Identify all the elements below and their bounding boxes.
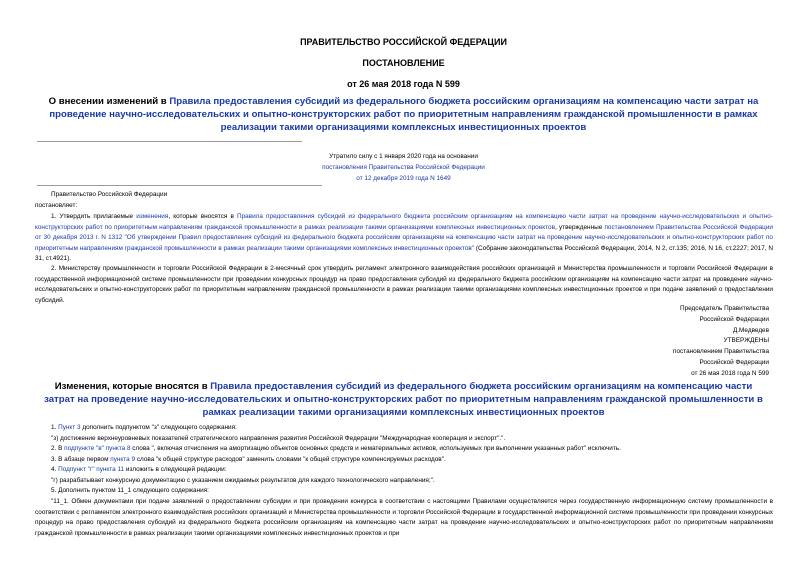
signer-country: Российской Федерации bbox=[699, 315, 769, 323]
point-8-link[interactable]: подпункте "в" пункта 8 bbox=[64, 445, 131, 452]
approved-date: от 26 мая 2018 года N 599 bbox=[691, 369, 769, 377]
rules-link[interactable]: Правила предоставления субсидий из федерального бюджета российским организациям на компенсацию части затрат на проведение научно-исследовательских и опытно-конструкторских работ по приоритетным направлениям гражданской промышленности в рамках реализации такими организациями комплексных инвестиционных проектов bbox=[49, 96, 759, 133]
lost-force-decree-link[interactable]: постановления Правительства Российской Федерации bbox=[322, 164, 485, 171]
changes-title-prefix: Изменения, которые вносятся в bbox=[54, 381, 211, 392]
decree-1312-link[interactable]: постановлением Правительства Российской Федерации от 30 декабря 2013 г. N 1312 "Об утверждении Правил предоставления субсидий из федерального бюджета российским организациям на компенсацию части затрат на проведение научно-исследовательских и опытно-конструкторских работ по приоритетным направлениям гражданской промышленности в рамках реализации такими организациями комплексных инвестиционных проектов" bbox=[35, 223, 773, 252]
change-4-text: изложить в следующей редакции: bbox=[124, 466, 227, 473]
item-1 bbox=[35, 212, 773, 265]
government-name: ПРАВИТЕЛЬСТВО РОССИЙСКОЙ ФЕДЕРАЦИИ bbox=[300, 37, 507, 47]
change-1-text: 1. bbox=[51, 424, 59, 431]
change-1-quote: "з) достижение верхнеуровневых показателей стратегического направления развития Российской Федерации "Международная кооперация и экспорт".". bbox=[51, 435, 506, 442]
signer-name: Д.Медведев bbox=[732, 326, 769, 334]
rules-link-3[interactable]: Правила предоставления субсидий из федерального бюджета российским организациям на компенсацию части затрат на проведение научно-исследовательских и опытно-конструкторских работ по приоритетным направлениям гражданской промышленности в рамках реализации такими организациями комплексных инвестиционных проектов bbox=[44, 381, 763, 418]
rules-link-2[interactable]: Правила предоставления субсидий из федерального бюджета российским организациям на компенсацию части затрат на проведение научно-исследовательских и опытно-конструкторских работ по приоритетным направлениям гражданской промышленности в рамках реализации такими организациями комплексных инвестиционных проектов bbox=[35, 213, 773, 231]
item-1-text: , которые вносятся в bbox=[168, 213, 237, 220]
change-1-text: дополнить подпунктом "з" следующего содержания: bbox=[80, 424, 237, 431]
document-type: ПОСТАНОВЛЕНИЕ bbox=[362, 58, 445, 68]
divider bbox=[37, 185, 322, 186]
change-5-quote: "11_1. Обмен документами при подаче заявлений о предоставлении субсидии и при проведении конкурса в соответствии с настоящими Правилами осуществляется через государственную информационную систему промышленности в соответствии с регламентом электронного взаимодействия российских организаций и Министерства промышленности и торговли Российской Федерации в государственной информационной системе промышленности при проведении конкурсных процедур на право предоставления субсидий из федерального бюджета российским организациям на компенсацию части затрат на проведение научно-исследовательских и опытно-конструкторских работ по приоритетным направлениям гражданской промышленности в рамках реализации такими организациями комплексных инвестиционных проектов и при bbox=[35, 498, 773, 537]
change-2-text: слова ", включая отчисления на амортизацию объектов основных средств и нематериальных активов, используемых при выполнении указанных работ" исключить. bbox=[130, 445, 621, 452]
item-1-text: , утвержденные bbox=[554, 223, 605, 231]
page-title bbox=[30, 95, 777, 134]
item-1-text: (Собрание законодательства Российской Федерации, 2014, N 2, ст.135; 2016, N 16, ст.2227; 2017, N 31, ст.4921). bbox=[35, 244, 773, 262]
point-11-link[interactable]: Подпункт "г" пункта 11 bbox=[58, 466, 125, 473]
change-4-text: 4. bbox=[51, 466, 59, 473]
signer-position: Председатель Правительства bbox=[680, 305, 769, 312]
item-1-text: 1. Утвердить прилагаемые bbox=[51, 213, 137, 220]
change-3-text: слова "к общей структуре расходов" заменить словами "к общей структуре компенсируемых расходов". bbox=[135, 456, 446, 463]
changes-title bbox=[40, 380, 767, 419]
title-prefix: О внесении изменений в bbox=[48, 96, 170, 107]
approved-by: постановлением Правительства bbox=[673, 348, 769, 356]
point-9-link[interactable]: пункта 9 bbox=[110, 456, 136, 463]
preamble-government: Правительство Российской Федерации bbox=[51, 191, 168, 198]
change-3 bbox=[51, 455, 773, 466]
change-1 bbox=[51, 423, 773, 434]
change-3-text: 3. В абзаце первом bbox=[51, 456, 111, 463]
change-4 bbox=[51, 465, 773, 476]
lost-force-note bbox=[230, 151, 577, 184]
changes-link[interactable]: изменения bbox=[136, 213, 169, 220]
item-2: 2. Министерству промышленности и торговли Российской Федерации в 2-месячный срок утвердить регламент электронного взаимодействия российских организаций и Министерства промышленности и торговли Российской Федерации в государственной информационной системе промышленности при проведении конкурсных процедур на право предоставления субсидий из федерального бюджета российским организациям на компенсацию части затрат на проведение научно-исследовательских и опытно-конструкторских работ по приоритетным направлениям гражданской промышленности в рамках реализации такими организациями комплексных инвестиционных проектов и при подаче заявлений о предоставлении субсидий. bbox=[35, 265, 773, 304]
lost-force-date-link[interactable]: от 12 декабря 2019 года N 1649 bbox=[356, 175, 451, 182]
change-5: 5. Дополнить пунктом 11_1 следующего содержания: bbox=[51, 487, 209, 494]
signature-block bbox=[569, 304, 769, 380]
lost-force-line1: Утратило силу с 1 января 2020 года на основании bbox=[329, 153, 478, 160]
change-2 bbox=[51, 444, 773, 455]
point-3-link[interactable]: Пункт 3 bbox=[58, 424, 81, 431]
approved-label: УТВЕРЖДЕНЫ bbox=[723, 337, 769, 345]
divider bbox=[37, 141, 302, 142]
approved-country: Российской Федерации bbox=[699, 358, 769, 366]
document-date: от 26 мая 2018 года N 599 bbox=[347, 79, 460, 89]
change-2-text: 2. В bbox=[51, 445, 65, 452]
preamble-resolves: постановляет: bbox=[35, 202, 78, 209]
change-4-quote: "г) разрабатывает конкурсную документацию с указанием ожидаемых результатов для каждого технологического направления;". bbox=[51, 477, 435, 484]
